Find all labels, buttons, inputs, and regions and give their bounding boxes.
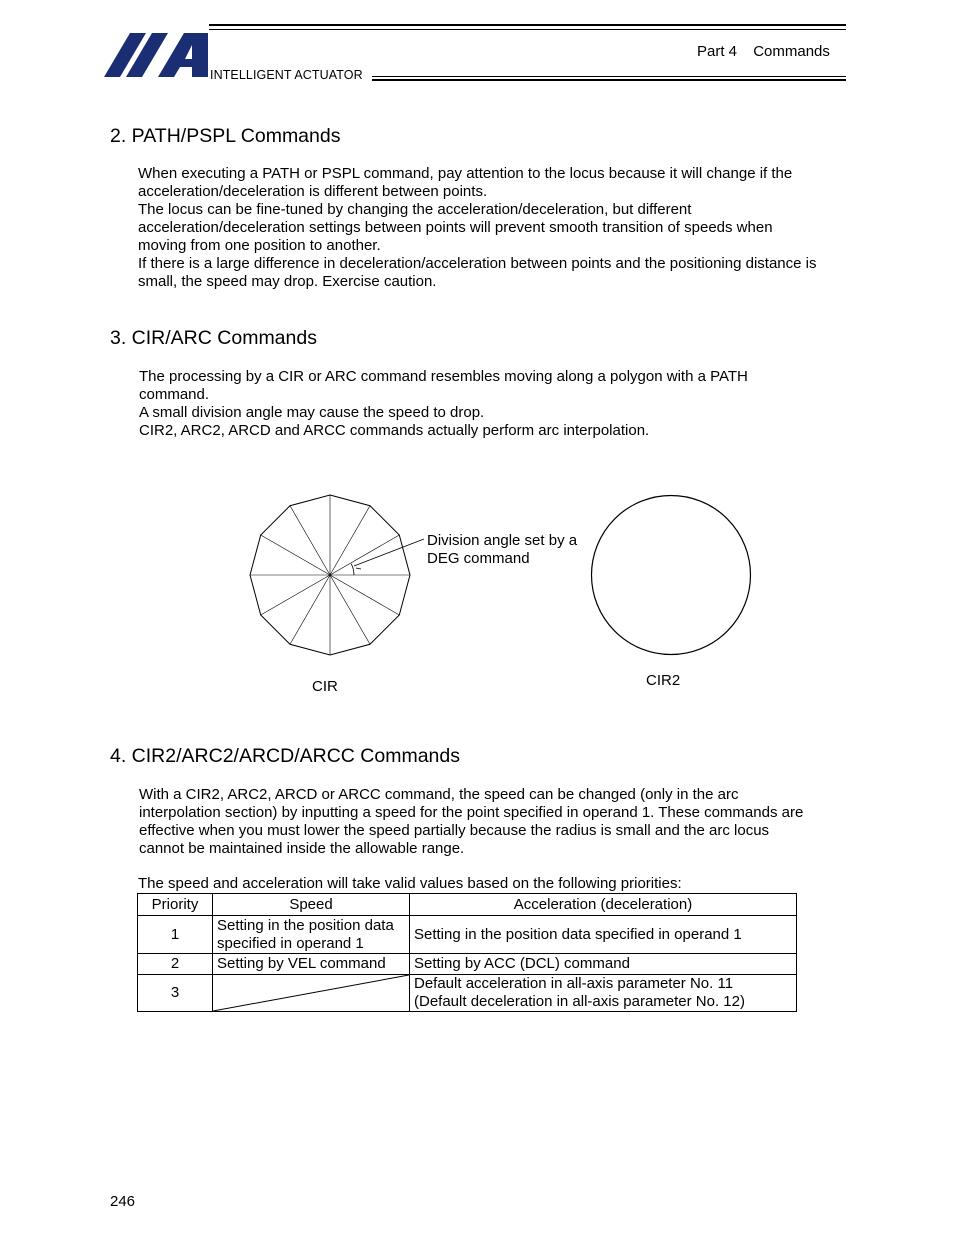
section-body-cir-arc <box>139 368 748 440</box>
division-angle-arc <box>351 564 354 575</box>
acceleration-cell: Setting by ACC (DCL) command <box>410 954 797 975</box>
paragraph-line: A small division angle may cause the speed to drop. <box>139 404 485 421</box>
paragraph-line: moving from one position to another. <box>138 237 381 254</box>
header-top-rule-thin <box>209 29 846 30</box>
table-intro: The speed and acceleration will take valid values based on the following priorities: <box>138 875 682 892</box>
header-bottom-rule-thick <box>372 79 846 81</box>
polygon-spoke <box>290 506 330 575</box>
section-body-path-pspl <box>138 165 817 291</box>
paragraph-line: acceleration/deceleration is different between points. <box>138 183 488 200</box>
paragraph-line: With a CIR2, ARC2, ARCD or ARCC command, the speed can be changed (only in the arc <box>139 786 739 803</box>
cell-line: (Default deceleration in all-axis parameter No. 12) <box>414 993 745 1010</box>
callout-label <box>427 532 577 568</box>
header-section-label <box>697 43 830 60</box>
table-row <box>138 916 797 954</box>
section-heading-path-pspl: 2. PATH/PSPL Commands <box>110 125 341 147</box>
paragraph-line: acceleration/deceleration settings between points will prevent smooth transition of speeds when <box>138 219 773 236</box>
header-chapter: Commands <box>753 43 830 60</box>
section-body-cir2-arc2 <box>139 786 803 858</box>
section-heading-cir2-arc2: 4. CIR2/ARC2/ARCD/ARCC Commands <box>110 745 461 767</box>
polygon-spoke <box>330 575 370 644</box>
paragraph-line: When executing a PATH or PSPL command, pay attention to the locus because it will change if the <box>138 165 793 182</box>
priority-cell: 2 <box>138 954 213 975</box>
cell-line: Setting in the position data <box>217 916 394 934</box>
paragraph-line: interpolation section) by inputting a speed for the point specified in operand 1. These commands are <box>139 804 804 821</box>
speed-cell-not-applicable <box>213 975 410 1012</box>
acceleration-cell <box>410 975 797 1012</box>
paragraph-line: effective when you must lower the speed partially because the radius is small and the arc locus <box>139 822 770 839</box>
callout-line: Division angle set by a <box>427 532 578 549</box>
cell-line: Default acceleration in all-axis parameter No. 11 <box>414 975 734 992</box>
cell-line: specified in operand 1 <box>217 934 364 952</box>
paragraph-line: small, the speed may drop. Exercise caution. <box>138 273 437 290</box>
diagonal-strike <box>213 975 409 1011</box>
polygon-spoke <box>261 575 330 615</box>
speed-cell: Setting by VEL command <box>213 954 410 975</box>
polygon-spoke <box>330 535 399 575</box>
cir2-circle <box>592 496 751 655</box>
column-header-acceleration: Acceleration (deceleration) <box>410 894 797 916</box>
paragraph-line: The locus can be fine-tuned by changing the acceleration/deceleration, but different <box>138 201 692 218</box>
column-header-speed: Speed <box>213 894 410 916</box>
priority-cell: 1 <box>138 916 213 954</box>
polygon-spoke <box>330 506 370 575</box>
cell-line: Setting in the position data specified in operand 1 <box>414 925 742 943</box>
section-heading-cir-arc: 3. CIR/ARC Commands <box>110 327 317 349</box>
iai-logo-icon <box>104 33 208 77</box>
brand-name: INTELLIGENT ACTUATOR <box>210 68 363 82</box>
table-row <box>138 954 797 975</box>
polygon-figure <box>230 475 430 675</box>
table-row <box>138 975 797 1012</box>
header-part: Part 4 <box>697 43 738 60</box>
callout-line: DEG command <box>427 550 530 567</box>
column-header-priority: Priority <box>138 894 213 916</box>
paragraph-line: CIR2, ARC2, ARCD and ARCC commands actually perform arc interpolation. <box>139 422 650 439</box>
paragraph-line: command. <box>139 386 210 403</box>
acceleration-cell <box>410 916 797 954</box>
polygon-spoke <box>330 575 399 615</box>
priority-cell: 3 <box>138 975 213 1012</box>
logo-stroke-3 <box>158 33 208 77</box>
header-bottom-rule <box>372 76 846 77</box>
speed-cell <box>213 916 410 954</box>
polygon-spoke <box>261 535 330 575</box>
circle-caption: CIR2 <box>646 672 681 689</box>
polygon-caption: CIR <box>312 678 338 695</box>
circle-figure <box>588 492 754 658</box>
callout-leader-line <box>354 539 424 566</box>
priority-table <box>137 893 797 1012</box>
header-top-rule <box>209 24 846 26</box>
table-header-row <box>138 894 797 916</box>
polygon-spokes <box>250 495 410 655</box>
page-number: 246 <box>110 1193 136 1210</box>
paragraph-line: cannot be maintained inside the allowable range. <box>139 840 465 857</box>
paragraph-line: If there is a large difference in deceleration/acceleration between points and the positioning distance is <box>138 255 817 272</box>
polygon-spoke <box>290 575 330 644</box>
paragraph-line: The processing by a CIR or ARC command resembles moving along a polygon with a PATH <box>139 368 748 385</box>
division-angle-mark <box>356 568 361 569</box>
